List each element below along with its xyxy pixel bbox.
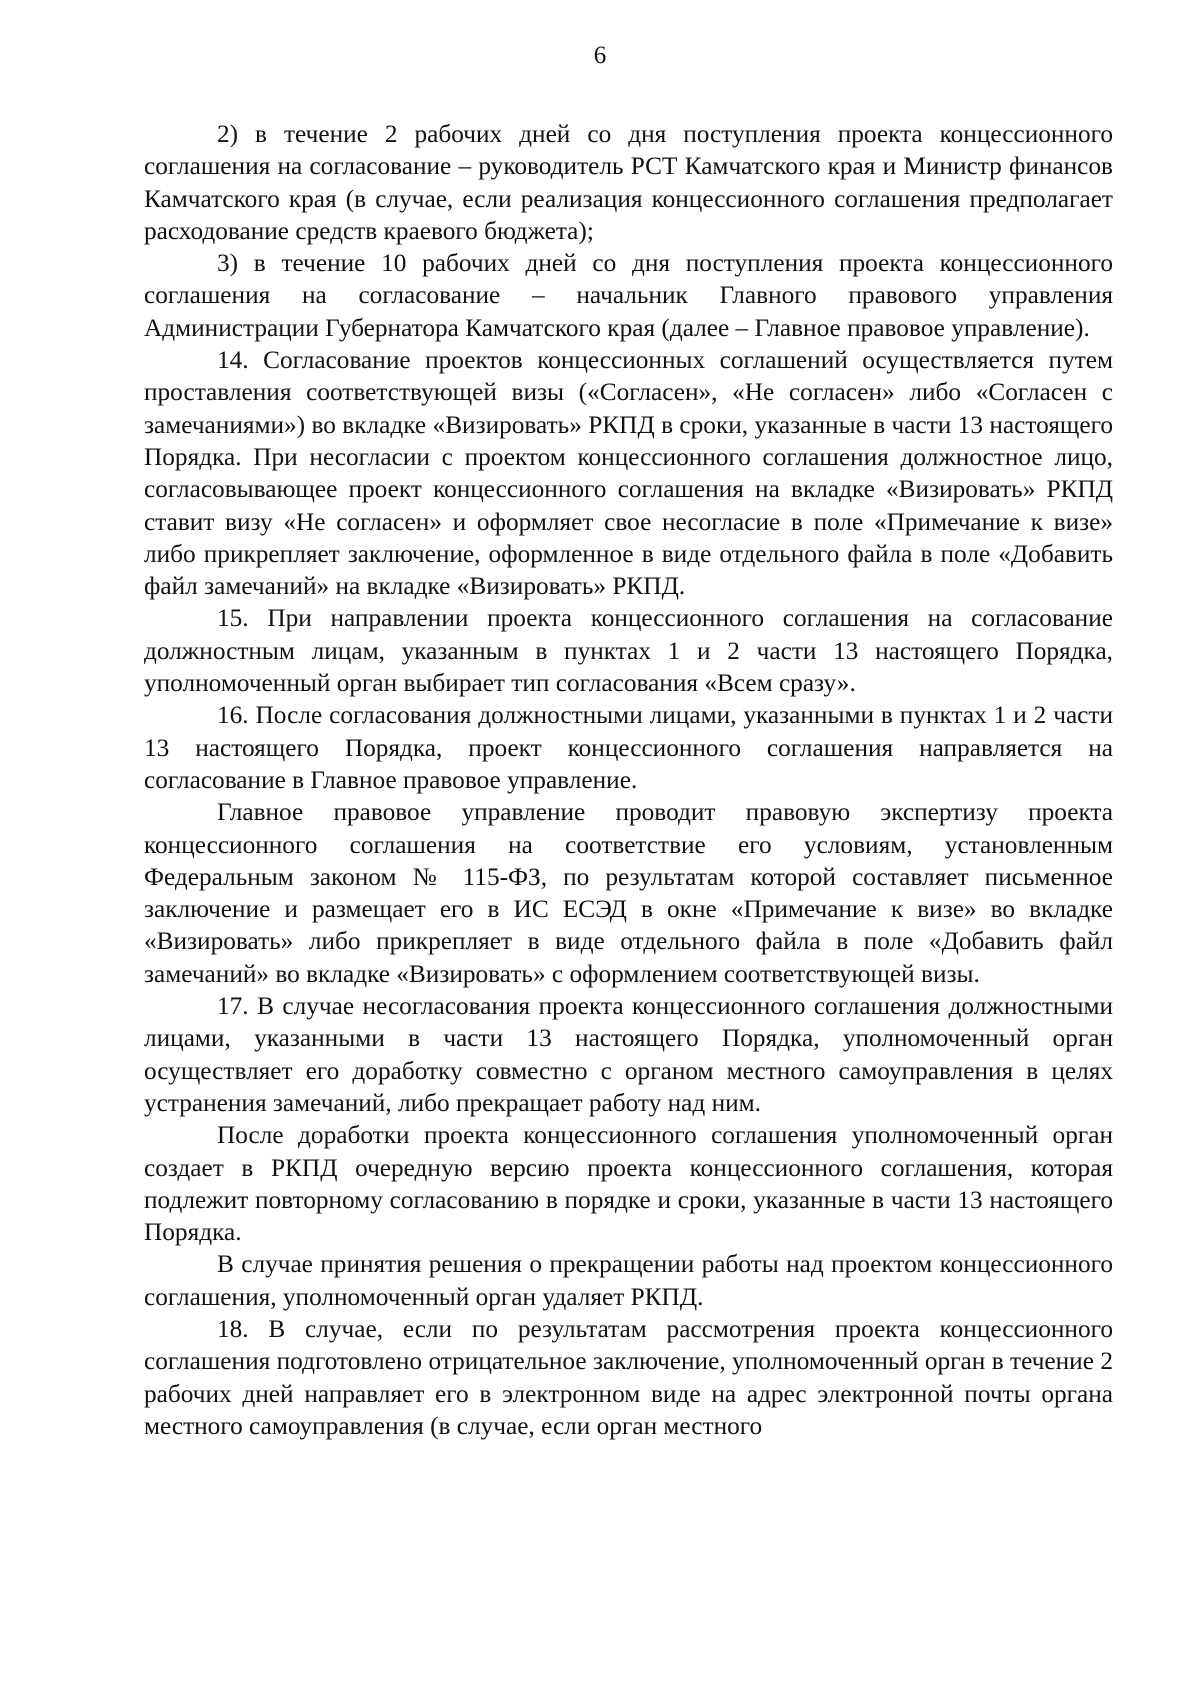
paragraph-17: 17. В случае несогласования проекта концессионного соглашения должностными лицами, указанными в части 13 настоящего Порядка, уполномоченный орган осуществляет его доработку совместно с органом местного самоуправления в целях устранения замечаний, либо прекращает работу над ним.	[144, 992, 1113, 1117]
paragraph-18: 18. В случае, если по результатам рассмотрения проекта концессионного соглашения подготовлено отрицательное заключение, уполномоченный орган в течение 2 рабочих дней направляет его в электронном виде на адрес электронной почты органа местного самоуправления (в случае, если орган местного	[144, 1314, 1113, 1440]
page-number: 6	[593, 42, 607, 69]
paragraph-item-3: 3) в течение 10 рабочих дней со дня поступления проекта концессионного соглашения на согласование – начальник Главного правового управления Администрации Губернатора Камчатского края (далее – Главное правовое управление).	[144, 249, 1113, 342]
paragraph-14: 14. Согласование проектов концессионных соглашений осуществляется путем проставления соответствующей визы («Согласен», «Не согласен» либо «Согласен с замечаниями») во вкладке «Визировать» РКПД в сроки, указанные в части 13 настоящего Порядка. При несогласии с проектом концессионного соглашения должностное лицо, согласовывающее проект концессионного соглашения на вкладке «Визировать» РКПД ставит визу «Не согласен» и оформляет свое несогласие в поле «Примечание к визе» либо прикрепляет заключение, оформленное в виде отдельного файла в поле «Добавить файл замечаний» на вкладке «Визировать» РКПД.	[144, 346, 1113, 601]
paragraph-item-2: 2) в течение 2 рабочих дней со дня поступления проекта концессионного соглашения на согласование – руководитель РСТ Камчатского края и Министр финансов Камчатского края (в случае, если реализация концессионного соглашения предполагает расходование средств краевого бюджета);	[144, 120, 1113, 245]
document-body	[144, 118, 1113, 1442]
paragraph-16: 16. После согласования должностными лицами, указанными в пунктах 1 и 2 части 13 настоящего Порядка, проект концессионного соглашения направляется на согласование в Главное правовое управление.	[144, 701, 1113, 794]
paragraph-15: 15. При направлении проекта концессионного соглашения на согласование должностным лицам, указанным в пунктах 1 и 2 части 13 настоящего Порядка, уполномоченный орган выбирает тип согласования «Всем сразу».	[144, 604, 1113, 698]
paragraph-17-termination: В случае принятия решения о прекращении работы над проектом концессионного соглашения, уполномоченный орган удаляет РКПД.	[144, 1250, 1113, 1311]
paragraph-16-legal-review: Главное правовое управление проводит правовую экспертизу проекта концессионного соглашения на соответствие его условиям, установленным Федеральным законом № 115-ФЗ, по результатам которой составляет письменное заключение и размещает его в ИС ЕСЭД в окне «Примечание к визе» во вкладке «Визировать» либо прикрепляет в виде отдельного файла в поле «Добавить файл замечаний» во вкладке «Визировать» с оформлением соответствующей визы.	[144, 798, 1113, 988]
paragraph-17-revision: После доработки проекта концессионного соглашения уполномоченный орган создает в РКПД очередную версию проекта концессионного соглашения, которая подлежит повторному согласованию в порядке и сроки, указанные в части 13 настоящего Порядка.	[144, 1121, 1113, 1247]
